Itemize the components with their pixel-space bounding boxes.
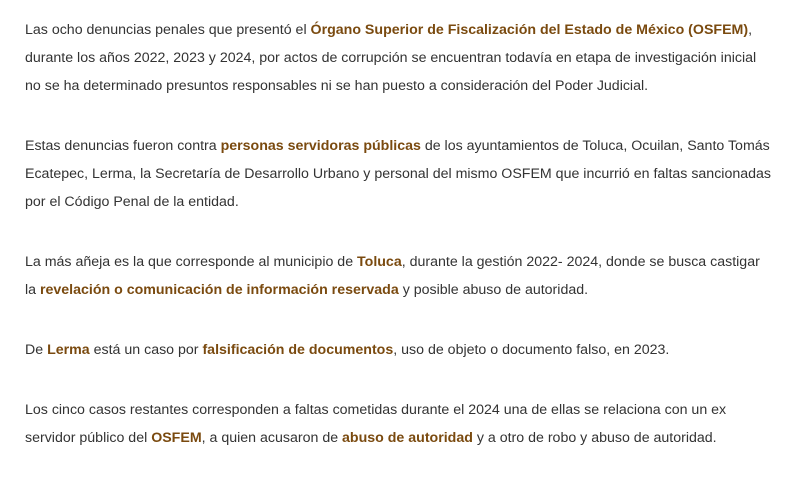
- highlighted-keyword-link[interactable]: personas servidoras públicas: [220, 138, 421, 154]
- highlighted-keyword-link[interactable]: revelación o comunicación de información reservada: [39, 282, 399, 298]
- body-text: servidor público del: [25, 430, 152, 446]
- body-text: , a quien acusaron de: [201, 430, 343, 446]
- paragraph-line: [25, 44, 785, 72]
- article-paragraph: [25, 248, 785, 304]
- article-paragraph: [25, 396, 785, 452]
- paragraph-line: [25, 248, 785, 276]
- body-text: Los cinco casos restantes corresponden a faltas cometidas durante el 2024 una de ellas se relaciona con un ex: [25, 402, 727, 418]
- body-text: y posible abuso de autoridad.: [398, 282, 589, 298]
- highlighted-keyword-link[interactable]: OSFEM: [151, 430, 202, 446]
- paragraph-line: [25, 188, 785, 216]
- top-fade-overlay: [0, 0, 743, 14]
- paragraph-line: [25, 132, 785, 160]
- body-text: no se ha determinado presuntos responsables ni se han puesto a consideración del Poder Judicial.: [25, 78, 649, 94]
- paragraph-line: [25, 72, 785, 100]
- paragraph-line: [25, 276, 785, 304]
- article-paragraph: [25, 132, 785, 216]
- highlighted-keyword-link[interactable]: abuso de autoridad: [342, 430, 473, 446]
- body-text: está un caso por: [89, 342, 203, 358]
- body-text: , durante la gestión 2022- 2024, donde se busca castigar: [401, 254, 760, 270]
- body-text: y a otro de robo y abuso de autoridad.: [472, 430, 717, 446]
- article-paragraph: [25, 336, 785, 364]
- body-text: por el Código Penal de la entidad.: [25, 194, 239, 210]
- highlighted-keyword-link[interactable]: Lerma: [47, 342, 90, 358]
- body-text: Ecatepec, Lerma, la Secretaría de Desarrollo Urbano y personal del mismo OSFEM que incurrió en faltas sancionadas: [25, 166, 771, 182]
- body-text: de los ayuntamientos de Toluca, Ocuilan, Santo Tomás: [420, 138, 770, 154]
- body-text: La más añeja es la que corresponde al municipio de: [25, 254, 358, 270]
- paragraph-line: [25, 160, 785, 188]
- body-text: Estas denuncias fueron contra: [25, 138, 221, 154]
- body-text: ,: [748, 22, 753, 38]
- paragraph-line: [25, 16, 785, 44]
- highlighted-keyword-link[interactable]: falsificación de documentos: [202, 342, 394, 358]
- highlighted-keyword-link[interactable]: Toluca: [357, 254, 402, 270]
- paragraph-line: [25, 396, 785, 424]
- body-text: la: [25, 282, 40, 298]
- article-paragraph: [25, 16, 785, 100]
- body-text: De: [25, 342, 48, 358]
- paragraph-line: [25, 424, 785, 452]
- body-text: , uso de objeto o documento falso, en 2023.: [393, 342, 670, 358]
- body-text: Las ocho denuncias penales que presentó el: [25, 22, 311, 38]
- paragraph-line: [25, 336, 785, 364]
- article-body: [25, 16, 785, 484]
- highlighted-keyword-link[interactable]: Órgano Superior de Fiscalización del Estado de México (OSFEM): [310, 22, 749, 38]
- body-text: durante los años 2022, 2023 y 2024, por actos de corrupción se encuentran todavía en etapa de investigación inicial: [25, 50, 757, 66]
